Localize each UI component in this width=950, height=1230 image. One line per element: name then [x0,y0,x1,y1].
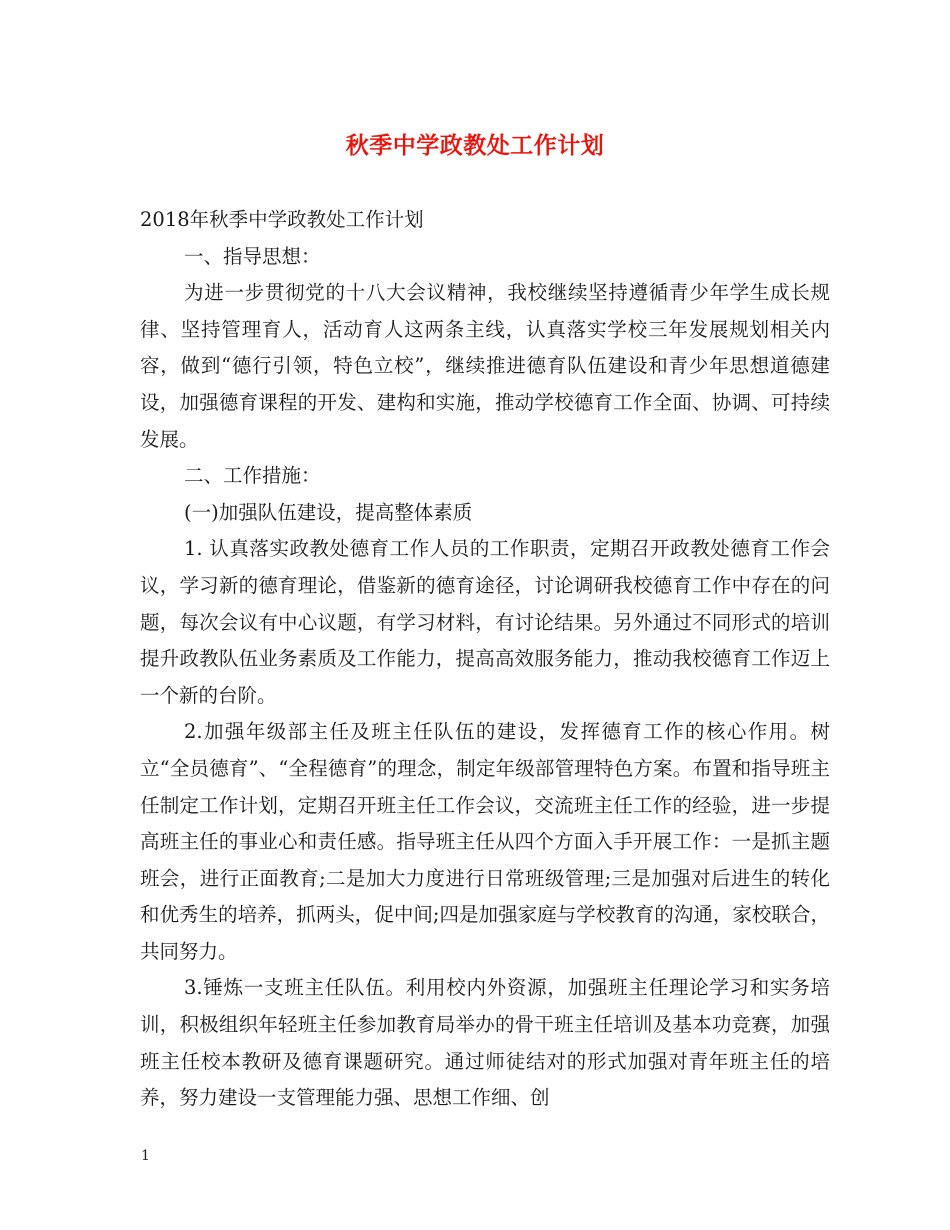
document-title: 秋季中学政教处工作计划 [345,132,605,159]
paragraph-section-2-title: 二、工作措施： [184,464,321,488]
page-number: 1 [141,1148,150,1164]
paragraph-item-2: 2.加强年级部主任及班主任队伍的建设，发挥德育工作的核心作用。树立“全员德育”、“全程德育”的理念，制定年级部管理特色方案。布置和指导班主任制定工作计划，定期召开班主任工作会议，交流班主任工作的经验，进一步提高班主任的事业心和责任感。指导班主任从四个方面入手开展工作：一是抓主题班会，进行正面教育;二是加大力度进行日常班级管理;三是加强对后进生的转化和优秀生的培养，抓两头，促中间;四是加强家庭与学校教育的沟通，家校联合，共同努力。 [140,720,830,963]
paragraph-item-3: 3.锤炼一支班主任队伍。利用校内外资源，加强班主任理论学习和实务培训，积极组织年轻班主任参加教育局举办的骨干班主任培训及基本功竞赛，加强班主任校本教研及德育课题研究。通过师徒结对的形式加强对青年班主任的培养，努力建设一支管理能力强、思想工作细、创 [140,976,830,1110]
paragraph-subsection-1-title: (一)加强队伍建设，提高整体素质 [184,500,473,524]
paragraph-heading: 2018年秋季中学政教处工作计划 [140,208,424,231]
paragraph-item-1: 1. 认真落实政教处德育工作人员的工作职责，定期召开政教处德育工作会议，学习新的德育理论，借鉴新的德育途径，讨论调研我校德育工作中存在的问题，每次会议有中心议题，有学习材料，有讨论结果。另外通过不同形式的培训提升政教队伍业务素质及工作能力，提高高效服务能力，推动我校德育工作迈上一个新的台阶。 [140,537,830,707]
paragraph-section-1-title: 一、指导思想： [184,244,321,268]
document-body [140,202,830,1117]
paragraph-guiding-thought: 为进一步贯彻党的十八大会议精神，我校继续坚持遵循青少年学生成长规律、坚持管理育人，活动育人这两条主线，认真落实学校三年发展规划相关内容，做到“德行引领，特色立校”，继续推进德育队伍建设和青少年思想道德建设，加强德育课程的开发、建构和实施，推动学校德育工作全面、协调、可持续发展。 [140,281,830,451]
